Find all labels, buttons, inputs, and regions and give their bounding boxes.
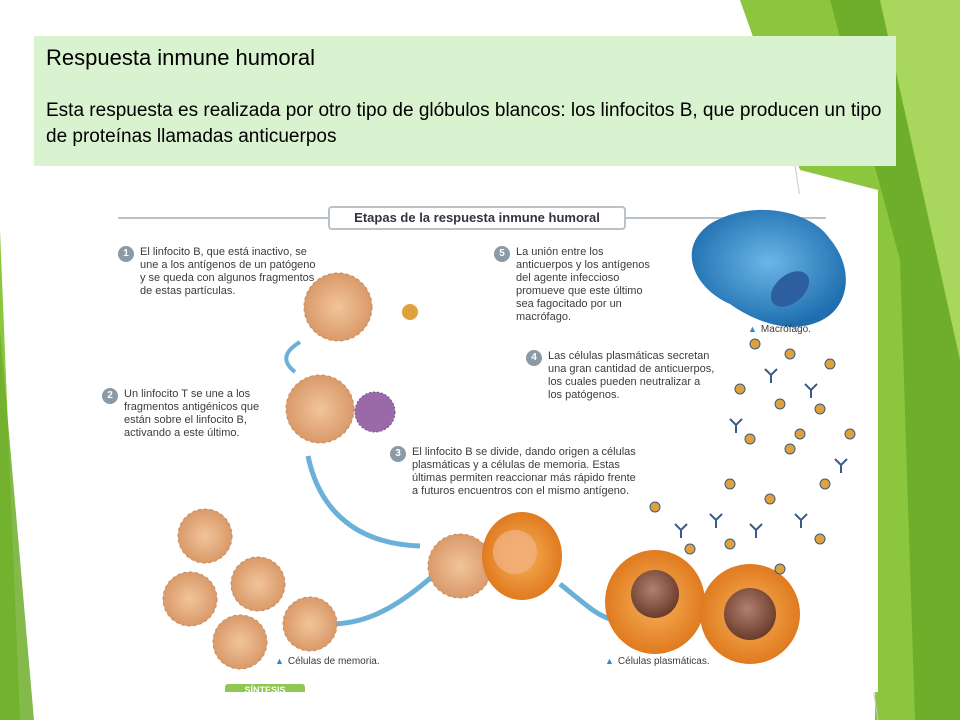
step-3-text: El linfocito B se divide, dando origen a células plasmáticas y a células de memoria. Estas últimas permiten reaccionar más rápido frente a futuros encuentros con el mismo antígeno.: [412, 446, 636, 497]
synthesis-tab: SÍNTESIS: [225, 684, 305, 692]
plasma-cells-icon: [605, 550, 800, 664]
macrophage-icon: [692, 210, 846, 327]
arrow-to-memory-icon: [330, 574, 435, 624]
step-1-number: 1: [118, 246, 134, 262]
figure-title: Etapas de la respuesta inmune humoral: [328, 206, 626, 230]
step-4-number: 4: [526, 350, 542, 366]
caption-plasma-text: Células plasmáticas.: [617, 656, 710, 667]
b-cell-inactive-icon: [304, 273, 418, 341]
dividing-b-cell-icon: [428, 512, 562, 600]
step-3-number: 3: [390, 446, 406, 462]
caption-plasma: [605, 656, 710, 667]
immune-response-figure: [90, 194, 878, 692]
step-5-number: 5: [494, 246, 510, 262]
caption-macrophage-text: Macrófago.: [760, 324, 811, 335]
b-and-t-cell-icon: [286, 375, 395, 443]
step-5-text: La unión entre los anticuerpos y los antígenos del agente infeccioso promueve que este último sea fagocitado por un macrófago.: [516, 246, 650, 323]
caption-memory: [275, 656, 380, 667]
step-1-text: El linfocito B, que está inactivo, se une a los antígenos de un patógeno y se queda con algunos fragmentos de estas partículas.: [140, 246, 316, 297]
step-4-text: Las células plasmáticas secretan una gran cantidad de anticuerpos, los cuales pueden neutralizar a los patógenos.: [548, 350, 715, 401]
caption-macrophage: [748, 324, 811, 335]
memory-cells-icon: [163, 509, 337, 669]
step-2-text: Un linfocito T se une a los fragmentos antigénicos que están sobre el linfocito B, activando a este último.: [124, 388, 260, 439]
triangle-icon: ▲: [605, 656, 614, 666]
arrow-2-to-3-icon: [308, 456, 420, 546]
triangle-icon: ▲: [275, 656, 284, 666]
step-2-number: 2: [102, 388, 118, 404]
arrow-1-to-2-icon: [286, 342, 300, 372]
triangle-icon: ▲: [748, 324, 757, 334]
slide-heading: Respuesta inmune humoral: [46, 45, 316, 70]
title-box: [34, 36, 896, 166]
slide-body: Esta respuesta es realizada por otro tipo de glóbulos blancos: los linfocitos B, que producen un tipo de proteínas llamadas anticuerpos: [46, 100, 882, 147]
arrow-to-plasma-icon: [560, 584, 610, 619]
caption-memory-text: Células de memoria.: [287, 656, 380, 667]
